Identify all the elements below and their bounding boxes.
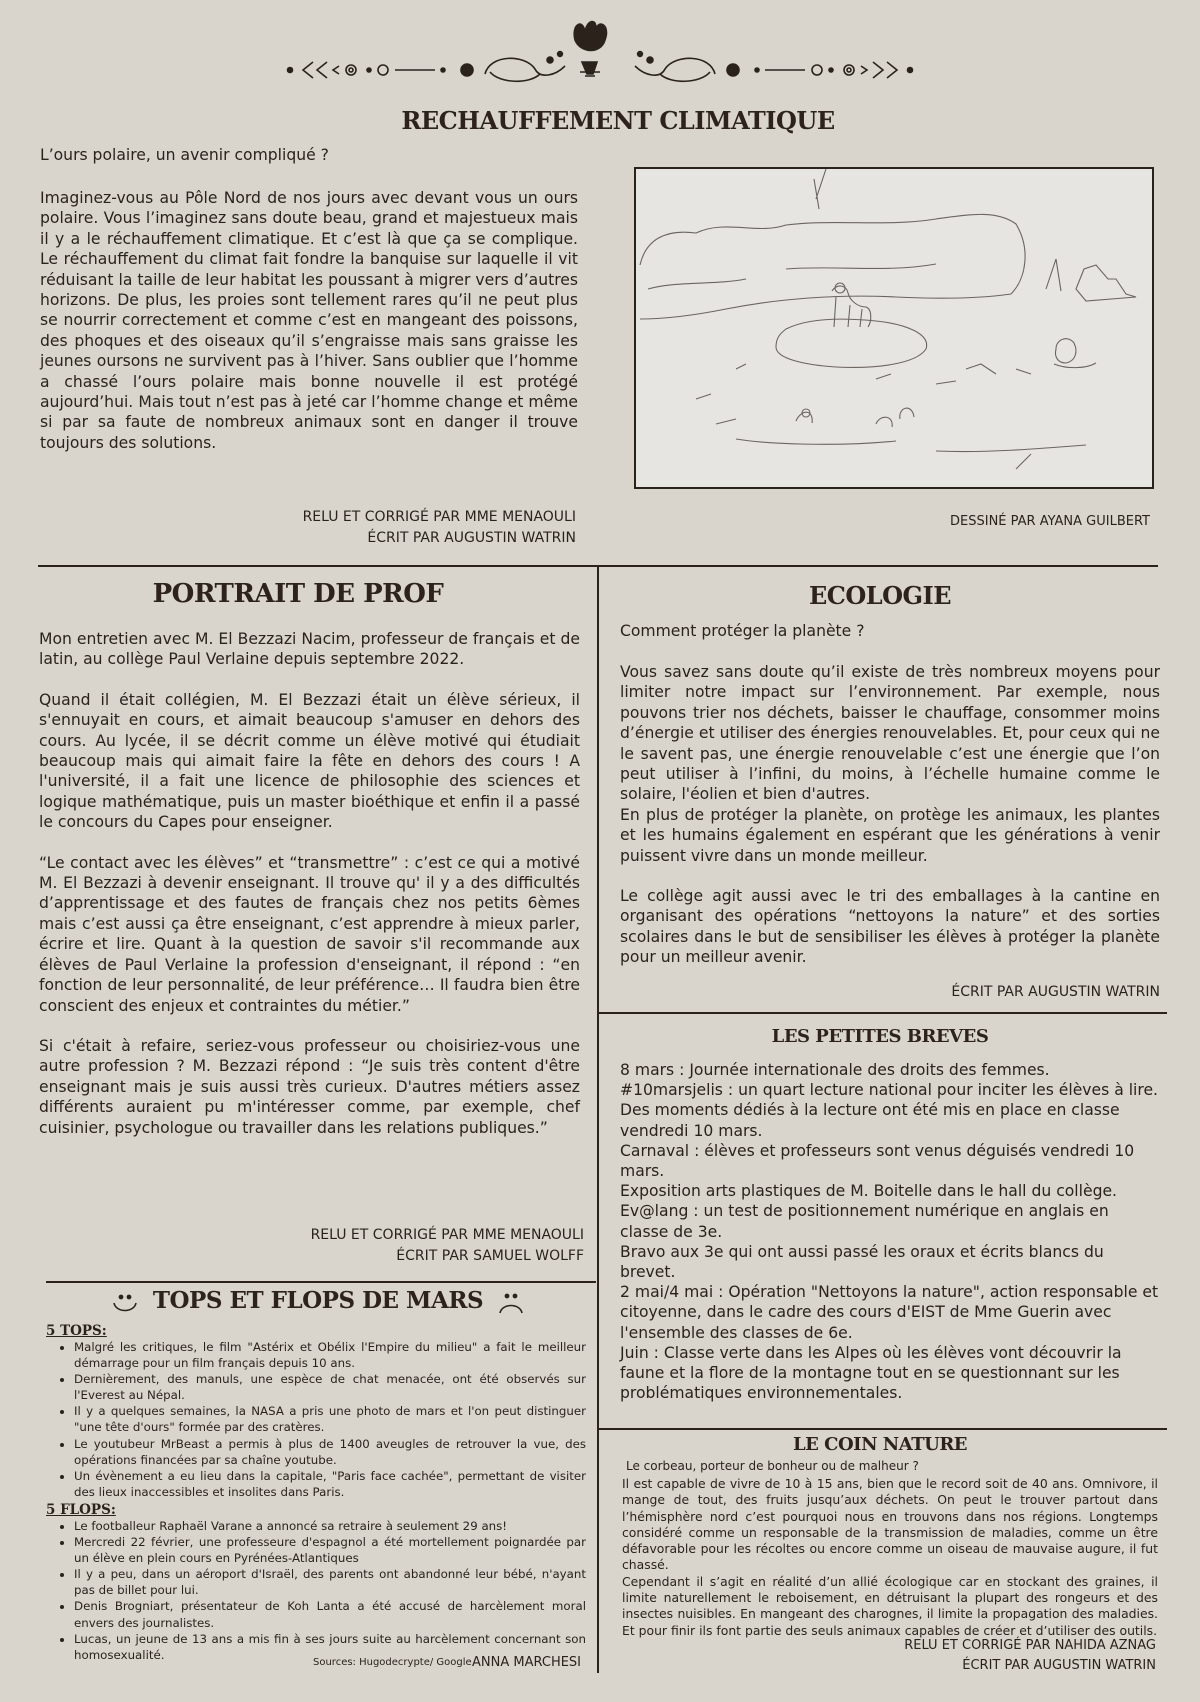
nature-title: LE COIN NATURE	[793, 1434, 967, 1455]
flops-item: • Denis Brogniart, présentateur de Koh Lanta a été accusé de harcèlement moral envers des journalistes.	[74, 1598, 586, 1630]
nature-credit-reviewer: RELU ET CORRIGÉ PAR NAHIDA AZNAG	[904, 1638, 1156, 1653]
polar-bear-sketch	[636, 169, 1152, 487]
flops-item: • Le footballeur Raphaël Varane a annoncé sa retraire à seulement 29 ans!	[74, 1518, 586, 1534]
tops-heading: 5 TOPS:	[46, 1323, 107, 1339]
tops-list	[46, 1339, 586, 1500]
ecologie-credit: ÉCRIT PAR AUGUSTIN WATRIN	[951, 984, 1160, 1000]
portrait-paragraph: “Le contact avec les élèves” et “transmettre” : c’est ce qui a motivé M. El Bezzazi à devenir enseignant. Il trouve qu' il y a des difficultés d’apprentissage et des fautes de français chez nos petits 6èmes mais c’est aussi ça être enseignant, c’est apprendre à mieux parler, écrire et lire. Quant à la question de savoir s'il recommande aux élèves de Paul Verlaine la profession d'enseignant, il répond : “en fonction de leur personnalité, de leur préférence… Il faudra bien être conscient des enjeux et contraintes du métier.”	[39, 853, 580, 1015]
smiley-icon	[110, 1287, 140, 1317]
climate-body: Imaginez-vous au Pôle Nord de nos jours avec devant vous un ours polaire. Vous l’imaginez sans doute beau, grand et majestueux mais il y a le réchauffement climatique. Et c’est là que ça se complique. Le réchauffement du climat fait fondre la banquise sur laquelle il vit réduisant la taille de leur habitat les poussant à migrer vers d’autres horizons. De plus, les proies sont tellement rares qu’il ne peut plus se nourrir correctement et comme c’est en mangeant des poissons, des phoques et des oiseaux qu’il s’engraisse mais sans graisse les jeunes oursons ne survivent pas à l’hiver. Sans oublier que l’homme a chassé l’ours polaire mais bonne nouvelle il est protégé aujourd’hui. Mais tout n’est pas à jeté car l’homme change et même si par sa faute de nombreux animaux sont en danger il trouve toujours des solutions.	[40, 189, 578, 452]
breve-item: Bravo aux 3e qui ont aussi passé les oraux et écrits blancs du brevet.	[620, 1242, 1104, 1282]
climate-credits	[200, 507, 576, 549]
breve-item: Ev@lang : un test de positionnement numérique en anglais en classe de 3e.	[620, 1202, 1109, 1241]
flops-list	[46, 1518, 586, 1663]
breves-divider	[599, 1012, 1167, 1014]
nature-divider	[599, 1428, 1167, 1430]
ecologie-subtitle: Comment protéger la planète ?	[620, 622, 865, 640]
portrait-body	[39, 629, 580, 1138]
climate-credit-reviewer: RELU ET CORRIGÉ PAR MME MENAOULI	[302, 509, 576, 525]
portrait-credit-reviewer: RELU ET CORRIGÉ PAR MME MENAOULI	[310, 1227, 584, 1243]
ecologie-paragraph: En plus de protéger la planète, on protège les animaux, les plantes et les humains également en espérant que les générations à venir puissent vivre dans un monde meilleur.	[620, 805, 1160, 865]
drawing-credit: DESSINÉ PAR AYANA GUILBERT	[950, 514, 1150, 529]
portrait-credits	[200, 1225, 584, 1267]
flops-item: • Mercredi 22 février, une professeure d'espagnol a été mortellement poignardée par un élève en plein cours en Pyrénées-Atlantiques	[74, 1534, 586, 1566]
climate-subtitle: L’ours polaire, un avenir compliqué ?	[40, 146, 329, 164]
column-divider	[597, 565, 599, 1673]
portrait-paragraph: Mon entretien avec M. El Bezzazi Nacim, professeur de français et de latin, au collège Paul Verlaine depuis septembre 2022.	[39, 630, 580, 669]
flops-item: • Il y a peu, dans un aéroport d'Israël, des parents ont abandonné leur bébé, n'ayant pas de billet pour lui.	[74, 1566, 586, 1598]
ecologie-paragraph: Le collège agit aussi avec le tri des emballages à la cantine en organisant des opérations “nettoyons la nature” et des sorties scolaires dans le but de sensibiliser les élèves à protéger la planète pour un meilleur avenir.	[620, 887, 1160, 967]
tops-item: • Le youtubeur MrBeast a permis à plus de 1400 aveugles de retrouver la vue, des opérations financées par sa chaîne youtube.	[74, 1436, 586, 1468]
tops-content	[46, 1323, 586, 1663]
breve-item: 2 mai/4 mai : Opération "Nettoyons la nature", action responsable et citoyenne, dans le cadre des cours d'EIST de Mme Guerin avec l'ensemble des classes de 6e.	[620, 1283, 1159, 1342]
nature-credit-author: ÉCRIT PAR AUGUSTIN WATRIN	[962, 1658, 1156, 1673]
portrait-title: PORTRAIT DE PROF	[152, 579, 444, 609]
ecologie-title: ECOLOGIE	[808, 581, 952, 610]
tops-title: TOPS ET FLOPS DE MARS	[152, 1287, 484, 1314]
nature-credits	[780, 1636, 1156, 1676]
portrait-paragraph: Si c'était à refaire, seriez-vous professeur ou choisiriez-vous une autre profession ? M. Bezzazi répond : “Je suis très content d'être enseignant mais je suis aussi très curieux. D'autres métiers assez différents auraient pu m'intéresser comme, par exemple, chef cuisinier, psychologue ou travailler dans les relations publiques.”	[39, 1036, 580, 1137]
ecologie-paragraph: Vous savez sans doute qu’il existe de très nombreux moyens pour limiter notre impact sur l’environnement. Par exemple, nous pouvons trier nos déchets, baisser le chauffage, consommer moins d’énergie et utiliser des énergies renouvelables. Et, pour ceux qui ne le savent pas, une énergie renouvelable c’est une énergie que l’on peut utiliser à l’infini, du moins, à l’échelle humaine comme le solaire, l'éolien et bien d'autres.	[620, 663, 1160, 804]
portrait-paragraph: Quand il était collégien, M. El Bezzazi était un élève sérieux, il s'ennuyait en cours, et aimait beaucoup s'amuser en dehors des cours. Au lycée, il se décrit comme un élève motivé qui étudiait beaucoup mais qui aimait faire la fête en dehors des cours ! A l'université, il a fait une licence de philosophie des sciences et logique mathématique, puis un master bioéthique et enfin il a passé le concours du Capes pour enseigner.	[39, 690, 580, 832]
breve-item: Juin : Classe verte dans les Alpes où les élèves vont découvrir la faune et la flore de la montagne tout en se questionnant sur les problématiques environnementales.	[620, 1343, 1122, 1403]
polar-bear-drawing	[634, 167, 1154, 489]
climate-title: RECHAUFFEMENT CLIMATIQUE	[401, 106, 835, 135]
flops-heading: 5 FLOPS:	[46, 1501, 116, 1518]
breve-item: 8 mars : Journée internationale des droits des femmes.	[620, 1061, 1050, 1079]
tops-item: • Dernièrement, des manuls, une espèce de chat menacée, ont été observés sur l'Everest au Népal.	[74, 1371, 586, 1403]
nature-paragraph: Cependant il s’agit en réalité d’un allié écologique car en stockant des graines, il limite naturellement le reboisement, en détruisant la plupart des rongeurs et des insectes nuisibles. En mangeant des charognes, il limite la propagation des maladies. Et pour finir ils font partie des seuls animaux capables de créer et d’utiliser des outils.	[622, 1573, 1158, 1638]
nature-subtitle: Le corbeau, porteur de bonheur ou de malheur ?	[626, 1459, 919, 1473]
breve-item: #10marsjelis : un quart lecture national pour inciter les élèves à lire. Des moments dédiés à la lecture ont été mis en place en classe vendredi 10 mars.	[620, 1081, 1158, 1140]
tops-author: ANNA MARCHESI	[472, 1655, 582, 1670]
flops-item: • Lucas, un jeune de 13 ans a mis fin à ses jours suite au harcèlement concernant son homosexualité.	[74, 1631, 586, 1663]
tops-item: • Il y a quelques semaines, la NASA a pris une photo de mars et l'on peut distinguer "une tête d'ours" formée par des cratères.	[74, 1403, 586, 1435]
breve-item: Exposition arts plastiques de M. Boitelle dans le hall du collège.	[620, 1182, 1118, 1201]
breves-title: LES PETITES BREVES	[771, 1026, 989, 1047]
ecologie-body	[620, 662, 1160, 968]
tops-item: • Malgré les critiques, le film "Astérix et Obélix l'Empire du milieu" a fait le meilleur démarrage pour un film français depuis 10 ans.	[74, 1339, 586, 1371]
nature-body	[622, 1476, 1158, 1639]
tops-item: • Un évènement a eu lieu dans la capitale, "Paris face cachée", permettant de visiter des lieux inaccessibles et insolites dans Paris.	[74, 1468, 586, 1500]
tops-sources: Sources: Hugodecrypte/ Google	[313, 1657, 472, 1668]
frown-icon	[496, 1287, 526, 1317]
breves-list	[620, 1060, 1160, 1403]
breve-item: Carnaval : élèves et professeurs sont venus déguisés vendredi 10 mars.	[620, 1141, 1135, 1181]
climate-credit-author: ÉCRIT PAR AUGUSTIN WATRIN	[367, 530, 576, 546]
ornament-header-icon	[285, 14, 915, 90]
nature-paragraph: Il est capable de vivre de 10 à 15 ans, bien que le record soit de 40 ans. Omnivore, il mange de tout, des fruits jusqu’aux déchets. On peut le trouver partout dans l’hémisphère nord c’est pourquoi nous en trouvons dans nos régions. Longtemps considéré comme un responsable de la transmission de maladies, comme un être défavorable pour les récoltes ou encore comme un oiseau de mauvaise augure, il fut chassé.	[622, 1476, 1158, 1573]
portrait-credit-author: ÉCRIT PAR SAMUEL WOLFF	[396, 1248, 584, 1264]
tops-divider	[46, 1281, 596, 1283]
